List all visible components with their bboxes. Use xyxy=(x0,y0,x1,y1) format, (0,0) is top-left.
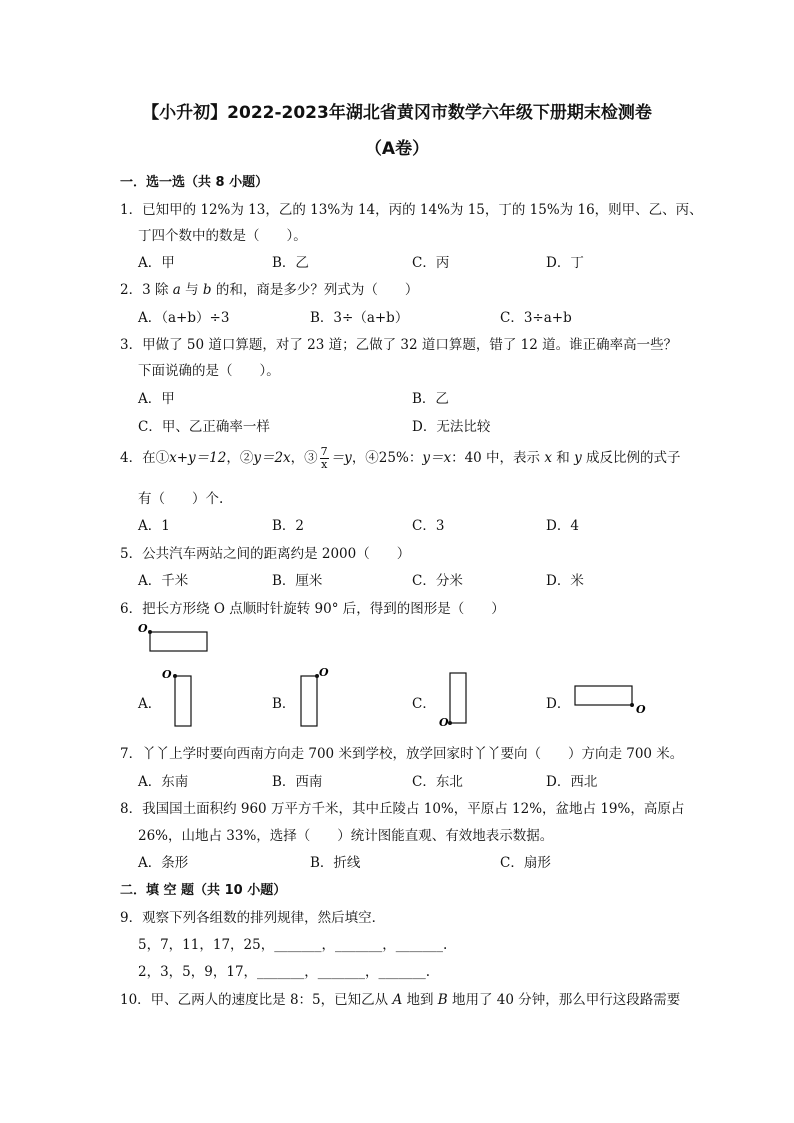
option-c-point xyxy=(448,721,452,725)
question-7-option-a[interactable]: A．东南 xyxy=(138,774,189,790)
option-a-rectangle xyxy=(175,676,191,726)
question-6-option-a[interactable]: A． xyxy=(138,696,162,712)
rotation-point xyxy=(148,630,152,634)
q4-part: ：40 中，表示 xyxy=(451,450,545,466)
q4-part: 成反比例的式子 xyxy=(581,450,681,466)
question-1-text-cont: 丁四个数中的数是（ ）。 xyxy=(138,228,307,244)
question-8-option-a[interactable]: A．条形 xyxy=(138,855,189,871)
q4-part: 和 xyxy=(551,450,575,466)
question-3-option-c[interactable]: C．甲、乙正确率一样 xyxy=(138,419,270,435)
question-4-option-d[interactable]: D．4 xyxy=(546,518,579,534)
question-5-option-b[interactable]: B．厘米 xyxy=(272,573,323,589)
question-1-text: 1．已知甲的 12%为 13，乙的 13%为 14，丙的 14%为 15，丁的 15%为 16，则甲、乙、丙、 xyxy=(120,202,703,218)
q10-part: 地到 xyxy=(402,992,438,1008)
question-4-option-b[interactable]: B．2 xyxy=(272,518,305,534)
question-8-option-c[interactable]: C．扇形 xyxy=(500,855,551,871)
question-2-option-c[interactable]: C．3÷a+b xyxy=(500,310,572,326)
question-8-option-b[interactable]: B．折线 xyxy=(310,855,361,871)
section-heading-choice: 一．选一选（共 8 小题） xyxy=(120,175,269,190)
equation-1: x+y＝12 xyxy=(169,450,227,466)
place-a: A xyxy=(392,992,403,1008)
question-6-option-c[interactable]: C． xyxy=(412,696,436,712)
q2-part: 与 xyxy=(180,282,203,298)
question-7-option-d[interactable]: D．西北 xyxy=(546,774,598,790)
question-9-sequence-1[interactable]: 5，7，11，17，25，_______，_______，_______. xyxy=(138,937,448,953)
option-d-point-label: O xyxy=(636,703,646,716)
question-4-option-a[interactable]: A．1 xyxy=(138,518,170,534)
variable-b: b xyxy=(202,282,212,298)
question-2-option-b[interactable]: B．3÷（a+b） xyxy=(310,310,409,326)
original-rectangle-figure xyxy=(136,620,216,656)
option-a-point xyxy=(173,674,177,678)
option-d-figure xyxy=(570,680,650,716)
question-3-text: 3．甲做了 50 道口算题，对了 23 道；乙做了 32 道口算题，错了 12 道。谁正确率高一些？ xyxy=(120,337,678,353)
question-10-text xyxy=(120,988,680,1008)
option-b-figure xyxy=(296,666,336,730)
variable-x: x xyxy=(544,450,552,466)
section-heading-fill-blank: 二．填 空 题（共 10 小题） xyxy=(120,883,287,898)
equation-3: ＝y xyxy=(330,450,352,466)
q4-part: ，② xyxy=(226,450,254,466)
question-5-option-d[interactable]: D．米 xyxy=(546,573,584,589)
fraction-denominator: x xyxy=(321,458,328,471)
question-6-text: 6．把长方形绕 O 点顺时针旋转 90° 后，得到的图形是（ ） xyxy=(120,601,505,617)
question-9-sequence-2[interactable]: 2，3，5，9，17，_______，_______，_______. xyxy=(138,964,431,980)
question-5-option-c[interactable]: C．分米 xyxy=(412,573,463,589)
question-1-option-d[interactable]: D．丁 xyxy=(546,255,584,271)
question-5-option-a[interactable]: A．千米 xyxy=(138,573,189,589)
option-d-point xyxy=(630,703,634,707)
question-4-option-c[interactable]: C．3 xyxy=(412,518,445,534)
question-7-option-c[interactable]: C．东北 xyxy=(412,774,463,790)
question-4-text xyxy=(120,446,681,471)
variable-a: a xyxy=(172,282,181,298)
question-4-text-cont: 有（ ）个. xyxy=(138,491,224,507)
question-1-option-a[interactable]: A．甲 xyxy=(138,255,175,271)
question-6-option-b[interactable]: B． xyxy=(272,696,296,712)
option-b-point-label: O xyxy=(319,666,329,679)
q4-part: 4．在① xyxy=(120,450,170,466)
q10-part: 地用了 40 分钟，那么甲行这段路需要 xyxy=(447,992,681,1008)
option-c-point-label: O xyxy=(439,716,449,729)
question-5-text: 5．公共汽车两站之间的距离约是 2000（ ） xyxy=(120,546,411,562)
original-rectangle xyxy=(150,632,207,651)
question-3-option-d[interactable]: D．无法比较 xyxy=(412,419,491,435)
fraction-numerator: 7 xyxy=(320,445,328,458)
exam-title: 【小升初】2022-2023年湖北省黄冈市数学六年级下册期末检测卷 xyxy=(142,103,652,123)
variable-y: y xyxy=(574,450,582,466)
question-3-option-b[interactable]: B．乙 xyxy=(412,391,449,407)
option-a-figure xyxy=(158,668,198,730)
q4-part: ，③ xyxy=(290,450,318,466)
question-3-text-cont: 下面说确的是（ ）。 xyxy=(138,363,280,379)
option-c-figure xyxy=(436,668,476,730)
option-a-point-label: O xyxy=(162,668,172,681)
option-d-rectangle xyxy=(575,686,632,705)
question-2-option-a[interactable]: A．（a+b）÷3 xyxy=(138,310,230,326)
option-b-rectangle xyxy=(301,676,317,726)
question-6-option-d[interactable]: D． xyxy=(546,696,571,712)
equation-2: y＝2x xyxy=(253,450,291,466)
q2-part: 的和，商是多少？列式为（ ） xyxy=(211,282,419,298)
question-2-text xyxy=(120,278,418,298)
question-7-text: 7．丫丫上学时要向西南方向走 700 米到学校，放学回家时丫丫要向（ ）方向走 700 米。 xyxy=(120,746,684,762)
question-8-text: 8．我国国土面积约 960 万平方千米，其中丘陵占 10%，平原占 12%，盆地占 19%，高原占 xyxy=(120,801,685,817)
question-1-option-b[interactable]: B．乙 xyxy=(272,255,309,271)
question-1-option-c[interactable]: C．丙 xyxy=(412,255,450,271)
q10-part: 10．甲、乙两人的速度比是 8：5，已知乙从 xyxy=(120,992,393,1008)
question-7-option-b[interactable]: B．西南 xyxy=(272,774,323,790)
point-o-label: O xyxy=(138,622,148,635)
option-c-rectangle xyxy=(450,673,466,723)
q4-part: ，④25%： xyxy=(351,450,423,466)
place-b: B xyxy=(437,992,448,1008)
question-9-text: 9．观察下列各组数的排列规律，然后填空． xyxy=(120,910,386,926)
equation-4: y＝x xyxy=(422,450,452,466)
fraction-7-over-x xyxy=(320,446,329,471)
q2-part: 2．3 除 xyxy=(120,282,173,298)
exam-subtitle: （A卷） xyxy=(364,139,430,159)
question-3-option-a[interactable]: A．甲 xyxy=(138,391,175,407)
question-8-text-cont: 26%，山地占 33%，选择（ ）统计图能直观、有效地表示数据。 xyxy=(138,828,554,844)
